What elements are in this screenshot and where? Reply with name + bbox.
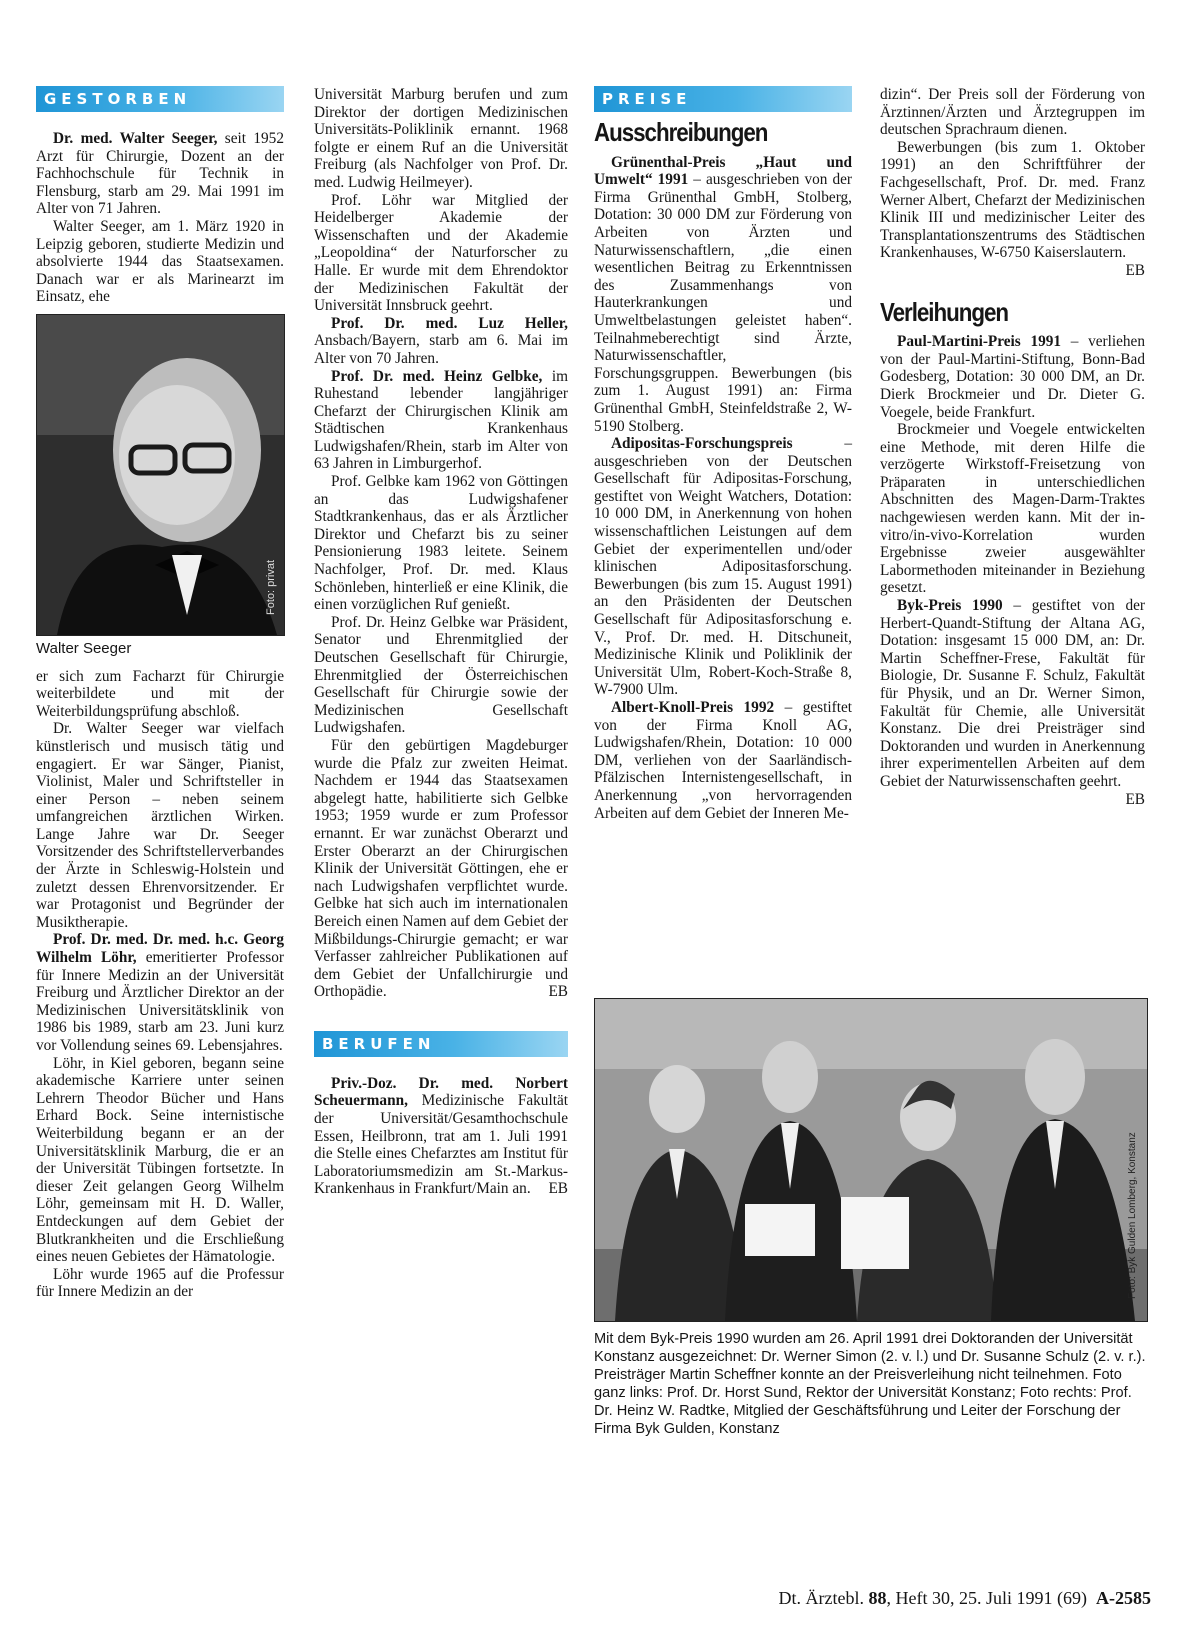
author-signature: EB [548, 983, 568, 1001]
journal-name: Dt. Ärztebl. [778, 1588, 865, 1608]
photo-credit: Foto: privat [265, 559, 277, 615]
paragraph: Dr. Walter Seeger war vielfach künstlerisch und musisch tätig und engagiert. Er war Sänger, Pianist, Violinist, Maler und Schriftsteller in einer Person – neben seinem umfangreichen ärztlichen Wirken. Lange Jahre war Dr. Seeger Vorsitzender des Schriftstellerverbandes der Ärzte in Schleswig-Holstein und zuletzt dessen Ehrenvorsitzender. Er war Protagonist und Begründer der Musiktherapie. [36, 720, 284, 931]
paragraph-text: Bewerbungen (bis zum 1. Oktober 1991) an den Schriftführer der Fachgesellschaft, Prof. Dr. med. Franz Werner Albert, Chefarzt der Medizinischen Klinik III und medizinischer Leiter des Transplantationszentrums des Städtischen Krankenhauses, W-6750 Kaiserslautern. [880, 138, 1145, 262]
obituary-name: Prof. Dr. med. Heinz Gelbke, [331, 367, 543, 385]
obituary-text: Ansbach/Bayern, starb am 6. Mai im Alter von 70 Jahren. [314, 332, 568, 367]
prize-text: – ausgeschrieben von der Deutschen Gesellschaft für Adipositas-Forschung, gestiftet von Weight Watchers, Dotation: 10 000 DM, in Anerkennung von hohen wissenschaftlichen Leistungen auf dem Gebiet der experimentellen und/oder klinischen Adipositasforschung. Bewerbungen (bis zum 15. August 1991) an den Präsidenten der Deutschen Gesellschaft für Adipositasforschung e. V., Prof. Dr. med. H. Ditschuneit, Medizinische Klinik und Poliklinik der Universität Ulm, Robert-Koch-Straße 8, W-7900 Ulm. [594, 435, 852, 699]
paragraph [880, 138, 1145, 279]
obituary-name: Prof. Dr. med. Luz Heller, [331, 314, 568, 332]
column-2 [314, 86, 568, 1198]
obituary-name: Prof. Dr. med. Dr. med. h.c. Georg Wilhelm Löhr, [36, 931, 284, 967]
paragraph: Löhr, in Kiel geboren, begann seine akademische Karriere unter seinen Lehrern Theodor Bücher und Hans Erhard Bock. Seine internistische Weiterbildung begann er an der Universitätsklinik Marburg, die er an der Universität Tübingen fortsetzte. In dieser Zeit gelangen Georg Wilhelm Löhr, gemeinsam mit H. D. Waller, Entdeckungen auf dem Gebiet der Blutkrankheiten und die Erschließung eines neuen Gebietes der Hämatologie. [36, 1054, 284, 1266]
paragraph: Walter Seeger, am 1. März 1920 in Leipzig geboren, studierte Medizin und absolvierte 1944 das Staatsexamen. Danach war er als Marinearzt im Einsatz, ehe [36, 217, 284, 306]
prize-name: Albert-Knoll-Preis 1992 [611, 699, 775, 716]
author-signature: EB [1125, 261, 1145, 279]
section-band-gestorben: GESTORBEN [36, 86, 284, 112]
prize-name: Adipositas-Forschungspreis [611, 435, 793, 453]
prize-text: – gestiftet von der Firma Knoll AG, Ludwigshafen/Rhein, Dotation: 10 000 DM, verliehen von der Saarländisch-Pfälzischen Internistengesellschaft, in Anerkennung „von hervorragenden Arbeiten auf dem Gebiet der Inneren Me- [594, 699, 852, 822]
paragraph: er sich zum Facharzt für Chirurgie weiterbildete und mit der Weiterbildungsprüfung abschloß. [36, 667, 284, 720]
prize-text: – verliehen von der Paul-Martini-Stiftung, Bonn-Bad Godesberg, Dotation: 30 000 DM, an Dr. Dierk Brockmeier und Dr. Dieter G. Voegele, beide Frankfurt. [880, 333, 1145, 421]
award-group-photo [594, 998, 1148, 1322]
author-signature: EB [548, 1180, 568, 1198]
section-band-preise: PREISE [594, 86, 852, 112]
portrait-photo [36, 314, 285, 636]
obituary-text: seit 1952 Arzt für Chirurgie, Dozent an der Fachhochschule für Technik in Flensburg, starb am 29. Mai 1991 im Alter von 71 Jahren. [36, 130, 284, 218]
issue-info: , Heft 30, 25. Juli 1991 (69) [886, 1588, 1087, 1608]
obituary-text: emeritierter Professor für Innere Medizin an der Universität Freiburg und Ärztlicher Direktor an der Medizinischen Universitätsklinik von 1986 bis 1989, starb am 23. Juni kurz vor Vollendung seines 69. Lebensjahres. [36, 949, 284, 1054]
obituary-name: Dr. med. Walter Seeger, [53, 130, 218, 147]
paragraph: Brockmeier und Voegele entwickelten eine Methode, mit deren Hilfe die verzögerte Wirkstoff-Freisetzung von Präparaten in unterschiedlichen Abschnitten des Magen-Darm-Traktes nachgewiesen werden kann. Mit der in-vitro/in-vivo-Korrelation wurden Ergebnisse zweier ausgewählter Labormethoden miteinander in Beziehung gesetzt. [880, 421, 1145, 597]
paragraph [314, 737, 568, 1001]
appointee-text: Medizinische Fakultät der Universität/Gesamthochschule Essen, Heilbronn, trat am 1. Juli 1991 die Stelle eines Chefarztes am Institut für Laboratoriumsmedizin am St.-Markus-Krankenhaus in Frankfurt/Main an. [314, 1092, 568, 1198]
column-1 [36, 86, 284, 1301]
paragraph: Löhr wurde 1965 auf die Professur für Innere Medizin an der [36, 1265, 284, 1301]
photo-caption: Walter Seeger [36, 639, 132, 657]
column-4 [880, 86, 1145, 808]
prize-name: Paul-Martini-Preis 1991 [897, 333, 1062, 351]
section-band-berufen: BERUFEN [314, 1031, 568, 1057]
paragraph-text: Für den gebürtigen Magdeburger wurde die Pfalz zur zweiten Heimat. Nachdem er 1944 das Staatsexamen abgelegt hatte, habilitierte sich Gelbke 1953; 1959 wurde er zum Professor ernannt. Er war zunächst Oberarzt und Erster Oberarzt an der Chirurgischen Klinik der Universität Göttingen, ehe er nach Ludwigshafen verpflichtet wurde. Gelbke hat sich auch im internationalen Bereich einen Namen auf dem Gebiet der Mißbildungs-Chirurgie gemacht; er war Verfasser zahlreicher Publikationen auf dem Gebiet der Unfallchirurgie und Orthopädie. [314, 736, 568, 1001]
paragraph: Universität Marburg berufen und zum Direktor der dortigen Medizinischen Universitäts-Poliklinik ernannt. 1968 folgte er einem Ruf an die Universität Freiburg (als Nachfolger von Prof. Dr. med. Ludwig Heilmeyer). [314, 86, 568, 191]
appointee-name: Priv.-Doz. Dr. med. Norbert Scheuermann, [314, 1074, 568, 1110]
paragraph: Prof. Dr. Heinz Gelbke war Präsident, Senator und Ehrenmitglied der Deutschen Gesellschaft für Chirurgie, Ehrenmitglied der Österreichischen Gesellschaft für Chirurgie sowie der Medizinischen Gesellschaft Ludwigshafen. [314, 613, 568, 737]
prize-text: – gestiftet von der Herbert-Quandt-Stiftung der Altana AG, Dotation: insgesamt 15 000 DM, an: Dr. Martin Scheffner-Frese, Fakultät für Biologie, Dr. Susanne F. Schulz, Fakultät für Physik, und an Dr. Werner Simon, Fakultät für Chemie, alle Universität Konstanz. Die drei Preisträger sind Doktoranden und wurden in Anerkennung ihrer experimentellen Arbeiten auf dem Gebiet der Naturwissenschaften geehrt. [880, 597, 1145, 790]
group-photo-image [595, 999, 1147, 1321]
group-photo-caption: Mit dem Byk-Preis 1990 wurden am 26. April 1991 drei Doktoranden der Universität Konstanz ausgezeichnet: Dr. Werner Simon (2. v. l.) und Dr. Susanne Schulz (2. v. r.). Preisträger Martin Scheffner konnte an der Preisverleihung nicht teilnehmen. Foto ganz links: Prof. Dr. Horst Sund, Rektor der Universität Konstanz; Foto rechts: Prof. Dr. Heinz W. Radtke, Mitglied der Geschäftsführung und Leiter der Forschung der Firma Byk Gulden, Konstanz [594, 1331, 1146, 1437]
heading-ausschreibungen: Ausschreibungen [594, 117, 768, 147]
photo-credit: Foto: Byk Gulden Lomberg, Konstanz [1127, 1132, 1138, 1299]
obituary-text: im Ruhestand lebender langjähriger Chefarzt der Chirurgischen Klinik am Städtischen Krankenhaus Ludwigshafen/Rhein, starb im Alter von 63 Jahren in Limburgerhof. [314, 367, 568, 473]
heading-verleihungen: Verleihungen [880, 296, 1009, 327]
paragraph: Prof. Löhr war Mitglied der Heidelberger Akademie der Wissenschaften und der Akademie „Leopoldina“ der Naturforscher zu Halle. Er wurde mit dem Ehrendoktor der Medizinischen Fakultät der Universität Innsbruck geehrt. [314, 191, 568, 315]
page-footer [779, 1588, 1151, 1609]
paragraph: dizin“. Der Preis soll der Förderung von Ärztinnen/Ärzten und Ärztegruppen im deutschen Sprachraum dienen. [880, 86, 1145, 139]
paragraph: Prof. Gelbke kam 1962 von Göttingen an das Ludwigshafener Stadtkrankenhaus, das er als Ärztlicher Direktor und Chefarzt bis zu seiner Pensionierung 1983 leitete. Seinem Nachfolger, Prof. Dr. med. Klaus Schönleben, hinterließ er eine Klinik, die einen vorzüglichen Ruf genießt. [314, 473, 568, 614]
prize-text: – ausgeschrieben von der Firma Grünenthal GmbH, Stolberg, Dotation: 30 000 DM zur Förderung von Arbeiten von Ärzten und Naturwissenschaftlern, „die einen wesentlichen Beitrag zu Erkenntnissen des Zusammenhangs von Hauterkrankungen und Umweltbelastungen geleistet haben“. Teilnahmeberechtigt sind Ärzte, Naturwissenschaftler, Forschungsgruppen. Bewerbungen (bis zum 1. August 1991) an: Firma Grünenthal GmbH, Steinfeldstraße 2, W-5190 Stolberg. [594, 171, 852, 435]
column-3 [594, 86, 852, 822]
portrait-image [37, 315, 284, 635]
page-number: A-2585 [1096, 1588, 1151, 1608]
author-signature: EB [1125, 790, 1145, 808]
prize-name: Byk-Preis 1990 [897, 597, 1003, 615]
prize-name: Grünenthal-Preis „Haut und Umwelt“ 1991 [594, 153, 852, 189]
journal-volume: 88 [868, 1588, 887, 1608]
